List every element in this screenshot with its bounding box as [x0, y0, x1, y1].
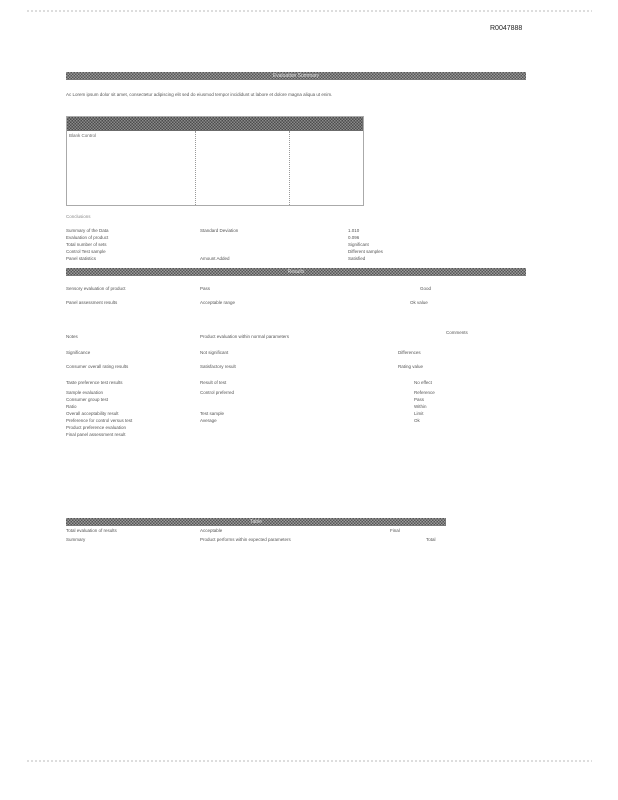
result-value: Pass	[200, 286, 211, 291]
lower-label: Consumer group test	[66, 397, 109, 402]
lower-right-value: Reference	[414, 390, 435, 395]
mid-value: Amount Added	[200, 256, 230, 261]
result-value: Satisfactory result	[200, 364, 236, 369]
lower-right-value: Ok	[414, 418, 420, 423]
lower-label: Taste preference test results	[66, 380, 123, 385]
result-label: Sensory evaluation of product	[66, 286, 126, 291]
right-value: Significant	[348, 242, 369, 247]
summary-table	[66, 116, 364, 206]
intro-text: Ac Lorem ipsum dolor sit amet, consectetur adipiscing elit sed do eiusmod tempor incididunt ut labore et dolore magna aliqua ut enim.	[66, 92, 333, 97]
result-value: Not significant	[200, 350, 229, 355]
bottom-dotted-border	[26, 760, 592, 762]
title-band-label: Evaluation Summary	[272, 73, 320, 79]
bottom-value: Product performs within expected parameters	[200, 537, 291, 542]
lower-right-value: Pass	[414, 397, 425, 402]
right-value: Different samples	[348, 249, 383, 254]
results-band-label: Results	[287, 269, 305, 275]
result-label: Notes	[66, 334, 78, 339]
lower-label: Sample evaluation	[66, 390, 104, 395]
left-label: Summary of the Data	[66, 228, 109, 233]
bottom-right: Final	[390, 528, 400, 533]
lower-right-value: Limit	[414, 411, 424, 416]
top-dotted-border	[26, 10, 592, 12]
table-divider	[195, 131, 196, 205]
right-value: Satisfied	[348, 256, 366, 261]
mid-value: Standard Deviation	[200, 228, 239, 233]
lower-label: Product preference evaluation	[66, 425, 127, 430]
result-right: Differences	[398, 350, 421, 355]
summary-table-header	[67, 117, 363, 131]
document-id: R0047888	[490, 25, 523, 32]
result-value: Acceptable range	[200, 300, 236, 305]
left-label: Panel statistics	[66, 256, 97, 261]
right-value: 0.096	[348, 235, 360, 240]
bottom-right: Total	[426, 537, 436, 542]
result-right: Ok value	[410, 300, 428, 305]
results-band	[66, 268, 526, 276]
right-value: 1.010	[348, 228, 360, 233]
table-band	[66, 518, 446, 526]
lower-right-value: No effect	[414, 380, 432, 385]
left-label: Total number of sets	[66, 242, 107, 247]
title-band	[66, 72, 526, 80]
left-label: Evaluation of product	[66, 235, 109, 240]
lower-label: Overall acceptability result	[66, 411, 119, 416]
lower-label: Ratio	[66, 404, 77, 409]
bottom-label: Total evaluation of results	[66, 528, 117, 533]
result-label: Significance	[66, 350, 91, 355]
table-band-label: Table	[250, 519, 262, 525]
result-value: Product evaluation within normal parameters	[200, 334, 290, 339]
lower-value: Control preferred	[200, 390, 235, 395]
result-label: Consumer overall rating results	[66, 364, 129, 369]
bottom-value: Acceptable	[200, 528, 223, 533]
footnote-label: Conclusions	[66, 214, 91, 219]
result-right: Comments	[446, 330, 468, 335]
result-label: Panel assessment results	[66, 300, 118, 305]
result-right: Good	[420, 286, 432, 291]
left-label: Control Test sample	[66, 249, 106, 254]
lower-label: Preference for control versus test	[66, 418, 133, 423]
lower-value: Result of test	[200, 380, 227, 385]
lower-value: Test sample	[200, 411, 225, 416]
lower-right-value: Within	[414, 404, 427, 409]
bottom-label: Summary	[66, 537, 86, 542]
lower-label: Final panel assessment result	[66, 432, 126, 437]
table-first-row: Blank Control	[69, 133, 97, 138]
lower-value: Average	[200, 418, 217, 423]
result-right: Rating value	[398, 364, 424, 369]
table-divider	[289, 131, 290, 205]
